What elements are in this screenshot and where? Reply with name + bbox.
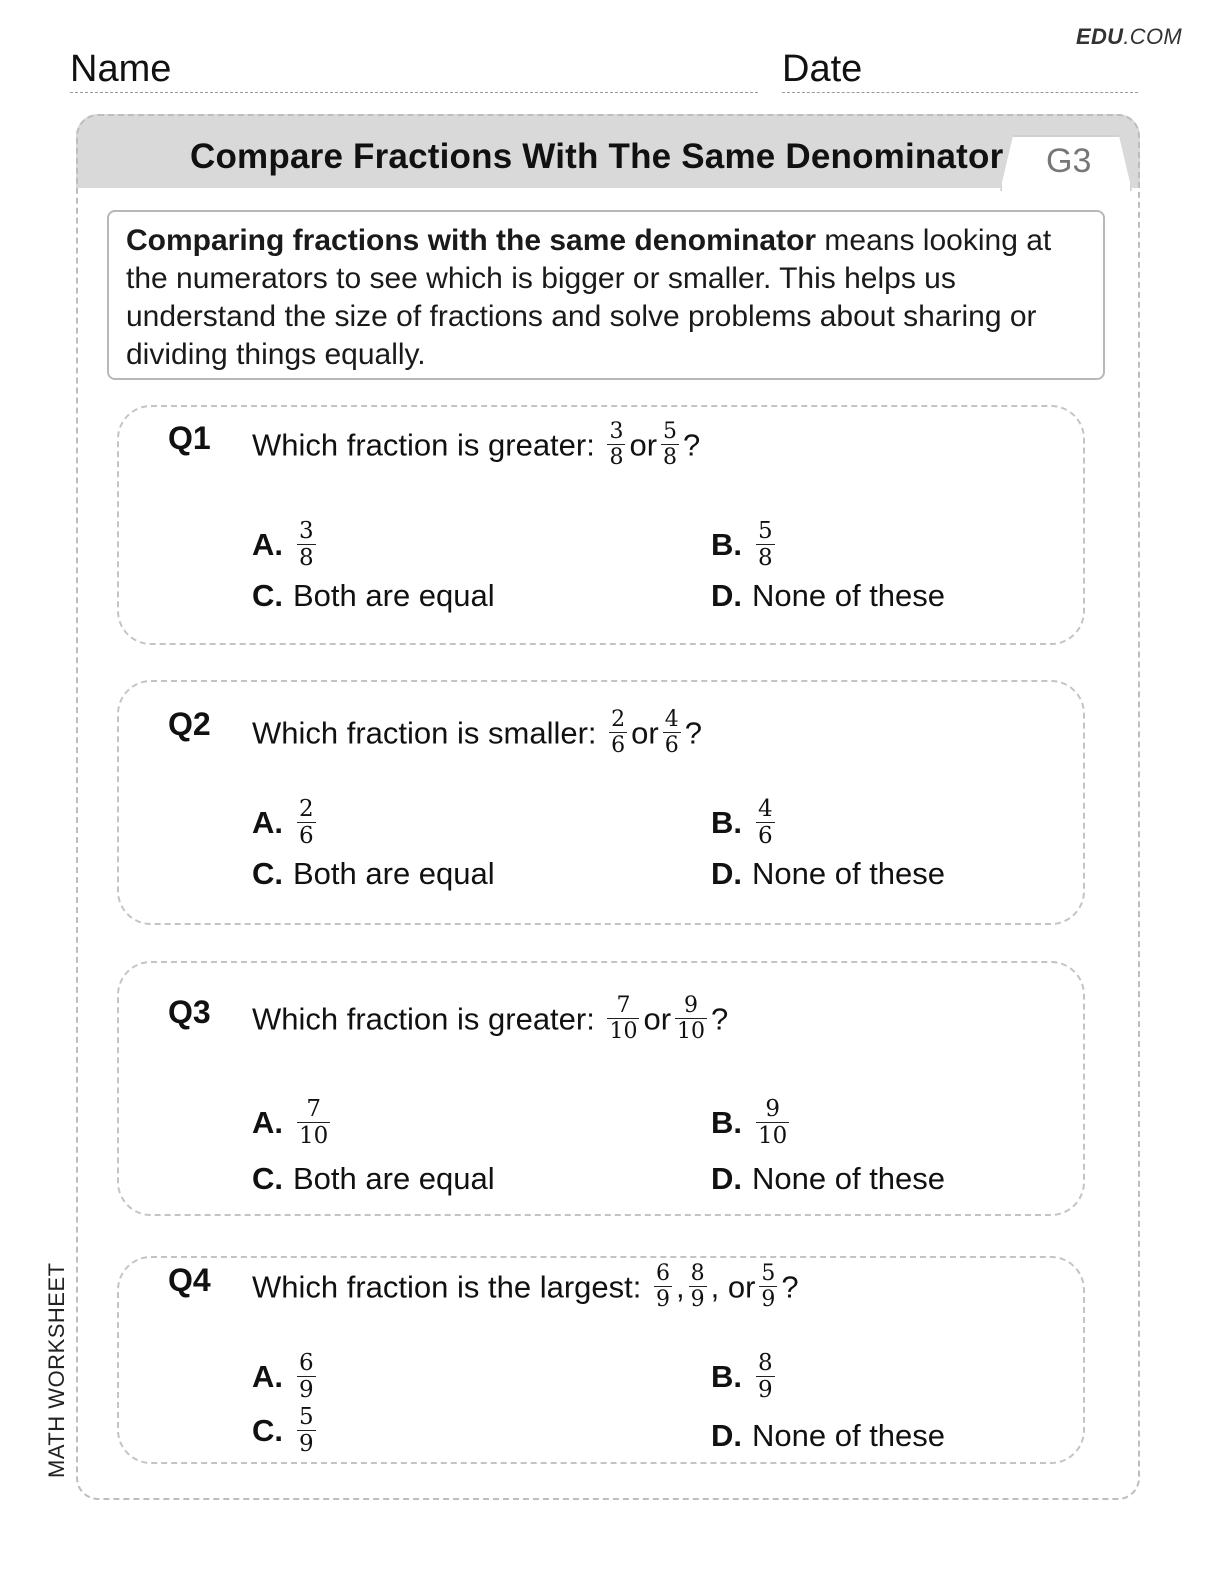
fraction: $\frac{7}{10}$ [609, 993, 638, 1044]
worksheet-title: Compare Fractions With The Same Denominator [190, 137, 1004, 176]
question-number: Q2 [168, 706, 211, 742]
fraction: $\frac{4}{6}$ [758, 796, 773, 849]
fraction: $\frac{8}{9}$ [690, 1261, 705, 1312]
fraction: $\frac{5}{8}$ [758, 518, 773, 571]
option-c[interactable]: C. Both are equal [252, 578, 495, 613]
fraction: $\frac{5}{9}$ [299, 1404, 314, 1457]
intro-text: means looking at the numerators to see which is bigger or smaller. This helps us understand the size of fractions and solve problems about sharing or dividing things equally. [126, 224, 1052, 371]
brand-logo: EDU.COM [1076, 24, 1182, 49]
option-c[interactable]: C. Both are equal [252, 1161, 495, 1196]
intro-box [107, 210, 1105, 380]
fraction: $\frac{2}{6}$ [299, 796, 314, 849]
date-label: Date [782, 48, 863, 90]
fraction: $\frac{5}{8}$ [663, 419, 678, 470]
option-a[interactable]: A. $\frac{6}{9}$ [252, 1350, 314, 1403]
name-field[interactable] [70, 48, 171, 91]
grade-label: G3 [1046, 142, 1092, 180]
fraction: $\frac{7}{10}$ [299, 1096, 329, 1149]
name-label: Name [70, 48, 172, 90]
fraction: $\frac{8}{9}$ [758, 1350, 773, 1403]
question-number: Q1 [168, 420, 211, 456]
fraction: $\frac{9}{10}$ [677, 993, 706, 1044]
question-text: Which fraction is smaller: $\frac{2}{6}$ or $\frac{4}{6}$ ? [252, 707, 702, 758]
option-b[interactable]: B. $\frac{5}{8}$ [711, 518, 773, 571]
option-b[interactable]: B. $\frac{9}{10}$ [711, 1096, 788, 1149]
fraction: $\frac{6}{9}$ [299, 1350, 314, 1403]
fraction: $\frac{4}{6}$ [664, 707, 679, 758]
option-d[interactable]: D. None of these [711, 578, 946, 613]
question-number: Q4 [168, 1262, 211, 1298]
fraction: $\frac{5}{9}$ [761, 1261, 776, 1312]
question-text: Which fraction is the largest: $\frac{6}{9}$ , $\frac{8}{9}$ , or $\frac{5}{9}$ ? [252, 1261, 799, 1312]
fraction: $\frac{9}{10}$ [758, 1096, 788, 1149]
option-d[interactable]: D. None of these [711, 1161, 946, 1196]
name-line [70, 92, 758, 93]
date-line [782, 92, 1138, 93]
option-a[interactable]: A. $\frac{3}{8}$ [252, 518, 314, 571]
question-number: Q3 [168, 994, 211, 1030]
side-label: MATH WORKSHEET [44, 1262, 69, 1478]
date-field[interactable] [782, 48, 862, 91]
option-d[interactable]: D. None of these [711, 856, 946, 891]
option-d[interactable]: D. None of these [711, 1418, 946, 1453]
fraction: $\frac{2}{6}$ [611, 707, 626, 758]
option-c[interactable]: C. $\frac{5}{9}$ [252, 1404, 314, 1457]
fraction: $\frac{3}{8}$ [609, 419, 624, 470]
option-c[interactable]: C. Both are equal [252, 856, 495, 891]
fraction: $\frac{6}{9}$ [656, 1261, 670, 1312]
option-a[interactable]: A. $\frac{2}{6}$ [252, 796, 314, 849]
option-a[interactable]: A. $\frac{7}{10}$ [252, 1096, 329, 1149]
option-b[interactable]: B. $\frac{4}{6}$ [711, 796, 773, 849]
question-text: Which fraction is greater: $\frac{3}{8}$ or $\frac{5}{8}$ ? [252, 419, 701, 470]
intro-bold: Comparing fractions with the same denominator [126, 224, 817, 257]
option-b[interactable]: B. $\frac{8}{9}$ [711, 1350, 773, 1403]
question-text: Which fraction is greater: $\frac{7}{10}$ or $\frac{9}{10}$ ? [252, 993, 729, 1044]
fraction: $\frac{3}{8}$ [299, 518, 314, 571]
